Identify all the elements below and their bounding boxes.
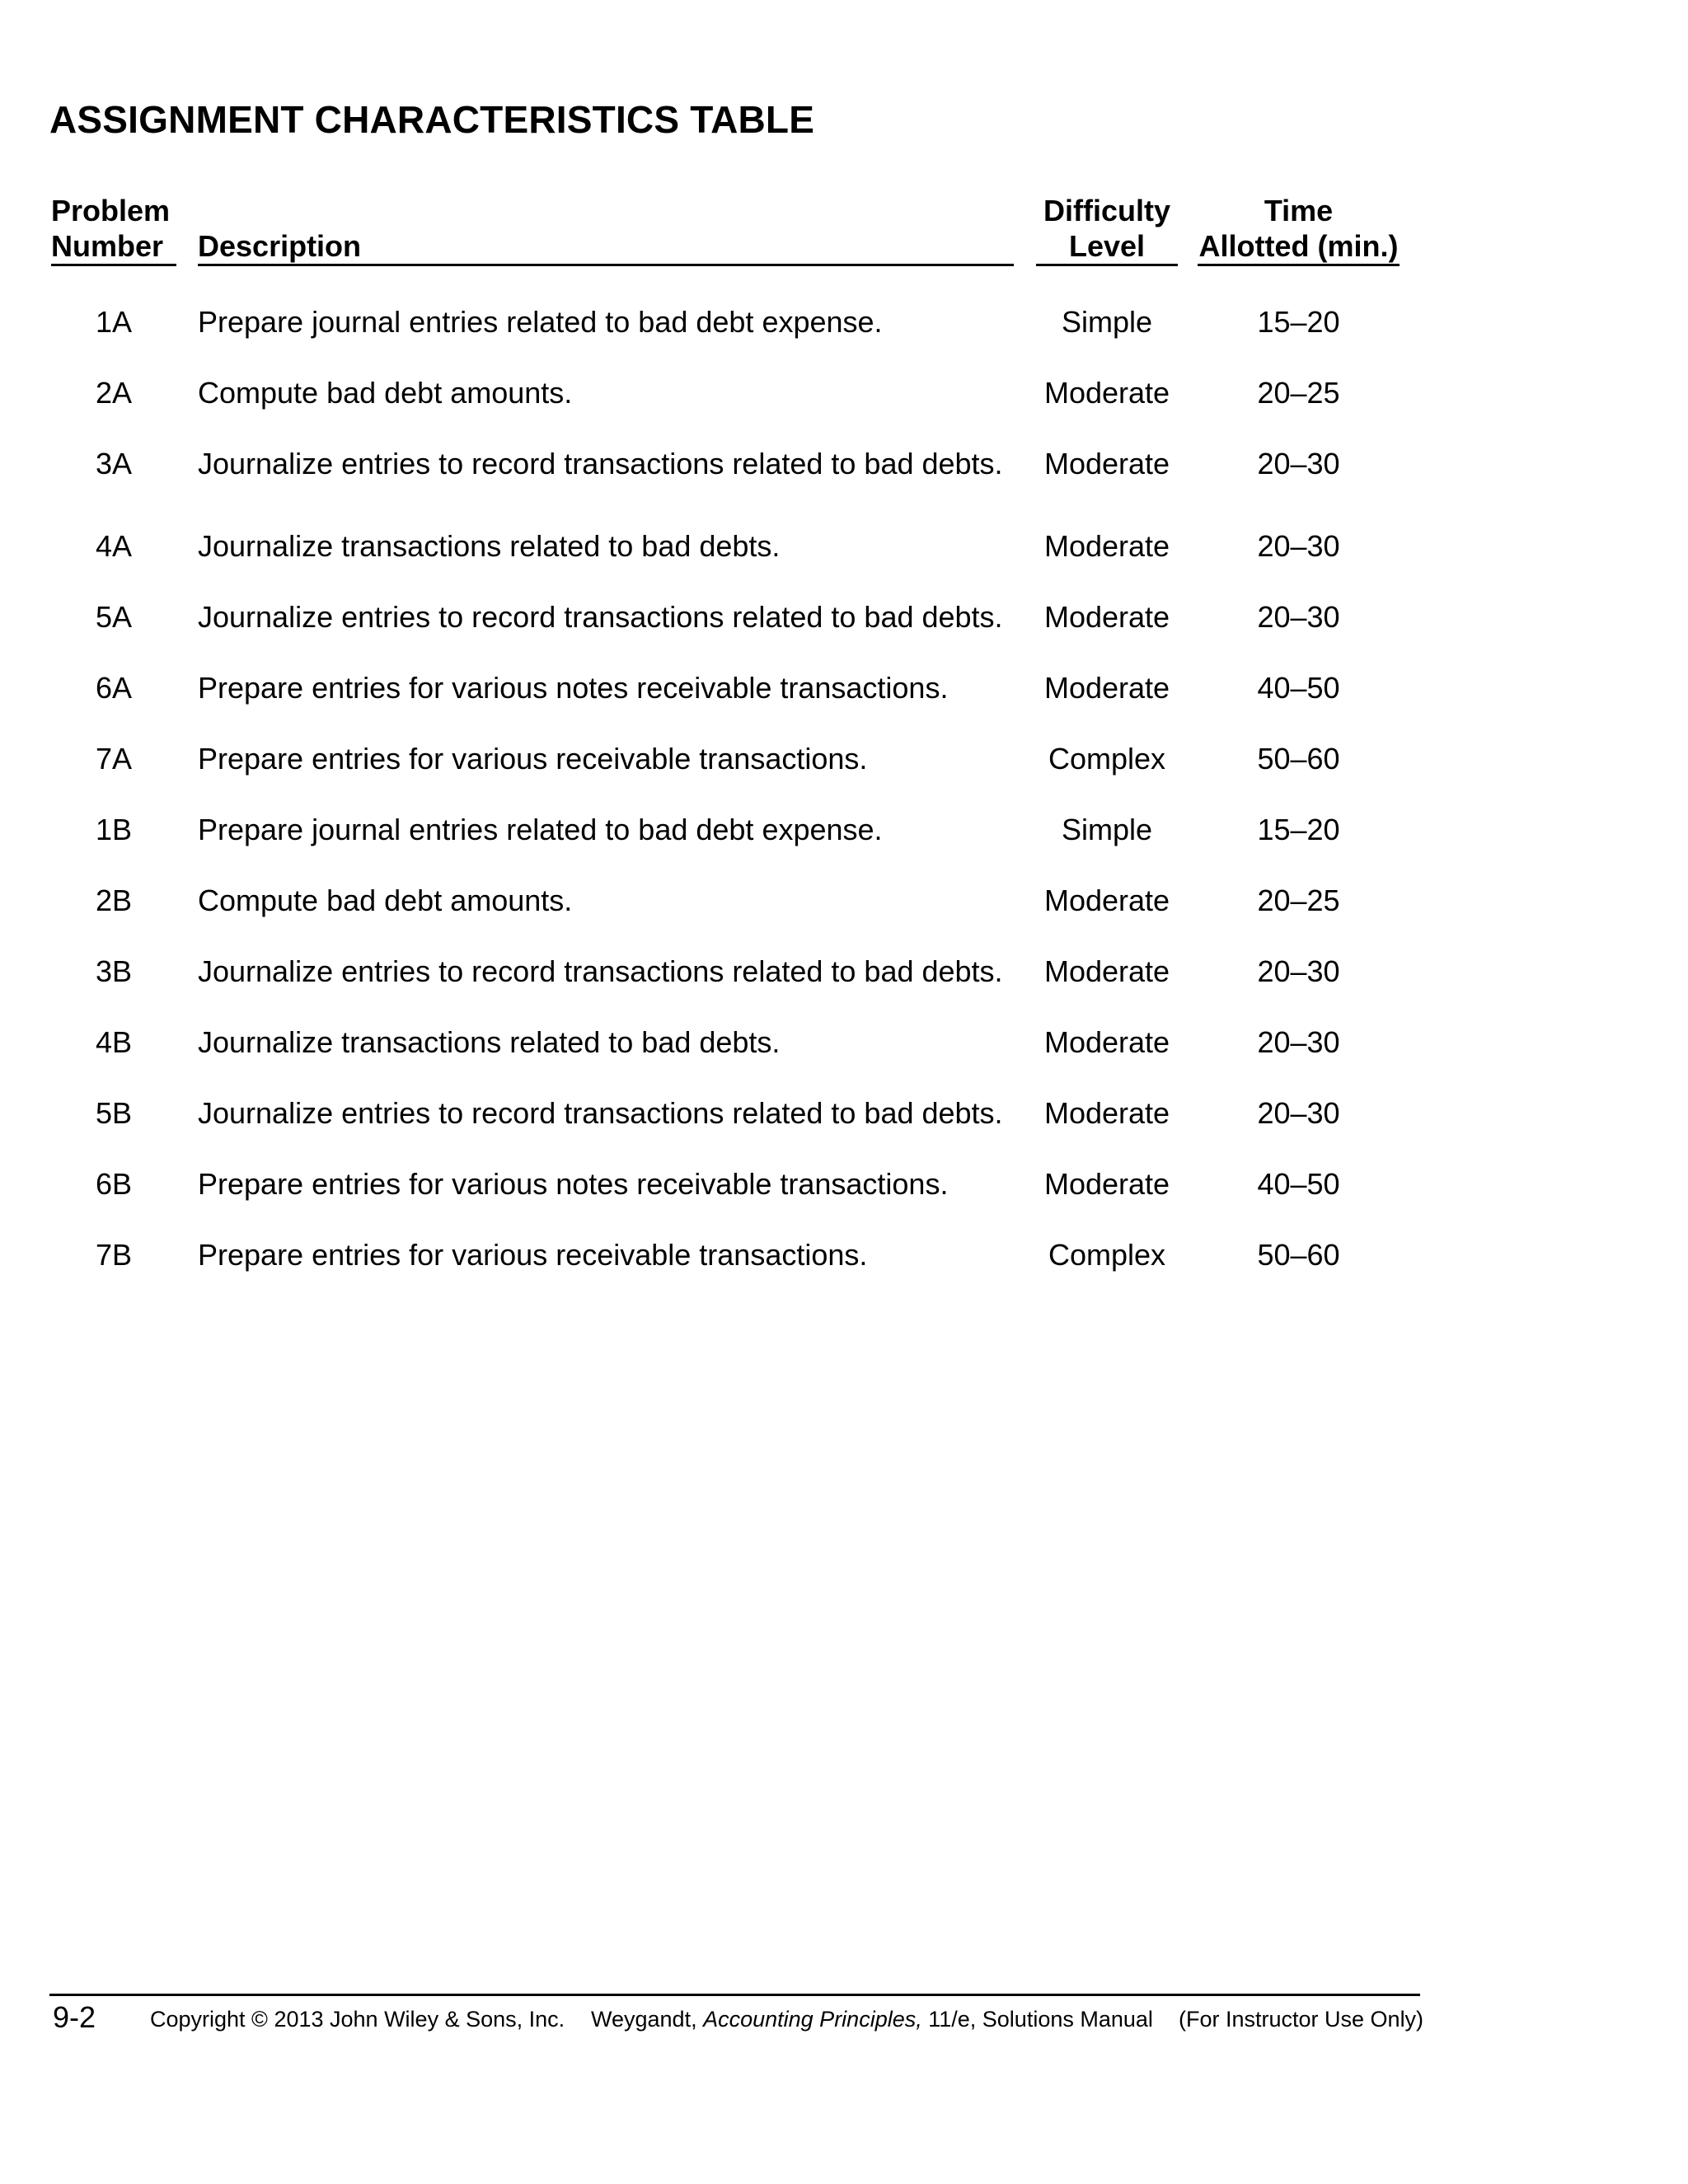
description-cell: Prepare entries for various notes receivable transactions. (198, 671, 949, 705)
page-title: ASSIGNMENT CHARACTERISTICS TABLE (49, 98, 815, 141)
time-cell: 50–60 (1257, 742, 1340, 776)
problem-number-cell: 1A (95, 305, 133, 339)
problem-number-cell: 1B (95, 813, 133, 846)
description-cell: Prepare entries for various notes receivable transactions. (198, 1167, 949, 1201)
difficulty-cell: Simple (1061, 305, 1153, 339)
footer-book-citation (591, 2004, 1153, 2034)
difficulty-cell: Complex (1048, 742, 1166, 776)
difficulty-cell: Moderate (1043, 600, 1170, 634)
header-problem-number-line1: Problem (51, 194, 171, 227)
time-cell: 20–30 (1257, 954, 1340, 988)
time-cell: 40–50 (1257, 1167, 1340, 1201)
footer-usage-note: (For Instructor Use Only) (1179, 2007, 1424, 2032)
header-difficulty-line1: Difficulty (1043, 194, 1170, 227)
problem-number-cell: 7B (95, 1238, 133, 1272)
table-row (0, 1235, 1688, 1276)
time-cell: 50–60 (1257, 1238, 1340, 1272)
problem-number-cell: 7A (95, 742, 133, 776)
footer-author: Weygandt, (591, 2007, 704, 2032)
header-problem-number-line2: Number (51, 229, 164, 263)
footer-divider (49, 1994, 1420, 1996)
table-row (0, 738, 1688, 780)
description-cell: Prepare entries for various receivable transactions. (198, 1238, 868, 1272)
time-cell: 20–25 (1257, 883, 1340, 917)
header-time-line2: Allotted (min.) (1198, 229, 1399, 263)
table-row (0, 526, 1688, 567)
header-difficulty-level (1036, 193, 1178, 266)
description-cell: Prepare journal entries related to bad debt expense. (198, 813, 883, 846)
description-cell: Compute bad debt amounts. (198, 883, 573, 917)
header-description (198, 193, 1014, 266)
table-row (0, 668, 1688, 709)
difficulty-cell: Moderate (1043, 529, 1170, 563)
table-row (0, 373, 1688, 414)
description-cell: Compute bad debt amounts. (198, 376, 573, 410)
difficulty-cell: Moderate (1043, 883, 1170, 917)
header-difficulty-line2: Level (1068, 229, 1146, 263)
table-row (0, 1022, 1688, 1063)
header-time-allotted (1198, 193, 1400, 266)
problem-number-cell: 3B (95, 954, 133, 988)
problem-number-cell: 5B (95, 1096, 133, 1130)
page-number: 9-2 (53, 2000, 96, 2034)
difficulty-cell: Moderate (1043, 954, 1170, 988)
time-cell: 15–20 (1257, 813, 1340, 846)
description-cell: Journalize entries to record transactions related to bad debts. (198, 600, 1003, 634)
table-row (0, 302, 1688, 343)
description-cell: Journalize entries to record transactions related to bad debts. (198, 447, 1003, 480)
footer-edition: 11/e, Solutions Manual (921, 2007, 1153, 2032)
table-row (0, 880, 1688, 921)
description-cell: Journalize transactions related to bad debts. (198, 529, 781, 563)
difficulty-cell: Moderate (1043, 1025, 1170, 1059)
problem-number-cell: 3A (95, 447, 133, 480)
table-row (0, 443, 1688, 485)
difficulty-cell: Moderate (1043, 1167, 1170, 1201)
table-row (0, 1093, 1688, 1134)
description-cell: Prepare journal entries related to bad debt expense. (198, 305, 883, 339)
time-cell: 20–30 (1257, 1096, 1340, 1130)
problem-number-cell: 2B (95, 883, 133, 917)
difficulty-cell: Moderate (1043, 376, 1170, 410)
description-cell: Journalize transactions related to bad debts. (198, 1025, 781, 1059)
problem-number-cell: 6A (95, 671, 133, 705)
header-time-line1: Time (1264, 194, 1334, 227)
problem-number-cell: 2A (95, 376, 133, 410)
description-cell: Journalize entries to record transactions related to bad debts. (198, 954, 1003, 988)
footer-book-title: Accounting Principles, (703, 2007, 922, 2032)
header-description-label: Description (198, 229, 362, 263)
difficulty-cell: Moderate (1043, 671, 1170, 705)
table-row (0, 597, 1688, 638)
time-cell: 20–25 (1257, 376, 1340, 410)
difficulty-cell: Moderate (1043, 1096, 1170, 1130)
difficulty-cell: Complex (1048, 1238, 1166, 1272)
page-footer (0, 2001, 1688, 2034)
description-cell: Prepare entries for various receivable transactions. (198, 742, 868, 776)
problem-number-cell: 5A (95, 600, 133, 634)
difficulty-cell: Moderate (1043, 447, 1170, 480)
time-cell: 20–30 (1257, 447, 1340, 480)
footer-copyright: Copyright © 2013 John Wiley & Sons, Inc. (150, 2007, 565, 2032)
time-cell: 20–30 (1257, 600, 1340, 634)
problem-number-cell: 4B (95, 1025, 133, 1059)
description-cell: Journalize entries to record transactions related to bad debts. (198, 1096, 1003, 1130)
table-row (0, 951, 1688, 992)
time-cell: 20–30 (1257, 529, 1340, 563)
header-problem-number (51, 193, 176, 266)
time-cell: 40–50 (1257, 671, 1340, 705)
problem-number-cell: 6B (95, 1167, 133, 1201)
difficulty-cell: Simple (1061, 813, 1153, 846)
time-cell: 15–20 (1257, 305, 1340, 339)
header-description-spacer (198, 193, 1014, 228)
problem-number-cell: 4A (95, 529, 133, 563)
table-row (0, 809, 1688, 851)
table-row (0, 1164, 1688, 1205)
time-cell: 20–30 (1257, 1025, 1340, 1059)
